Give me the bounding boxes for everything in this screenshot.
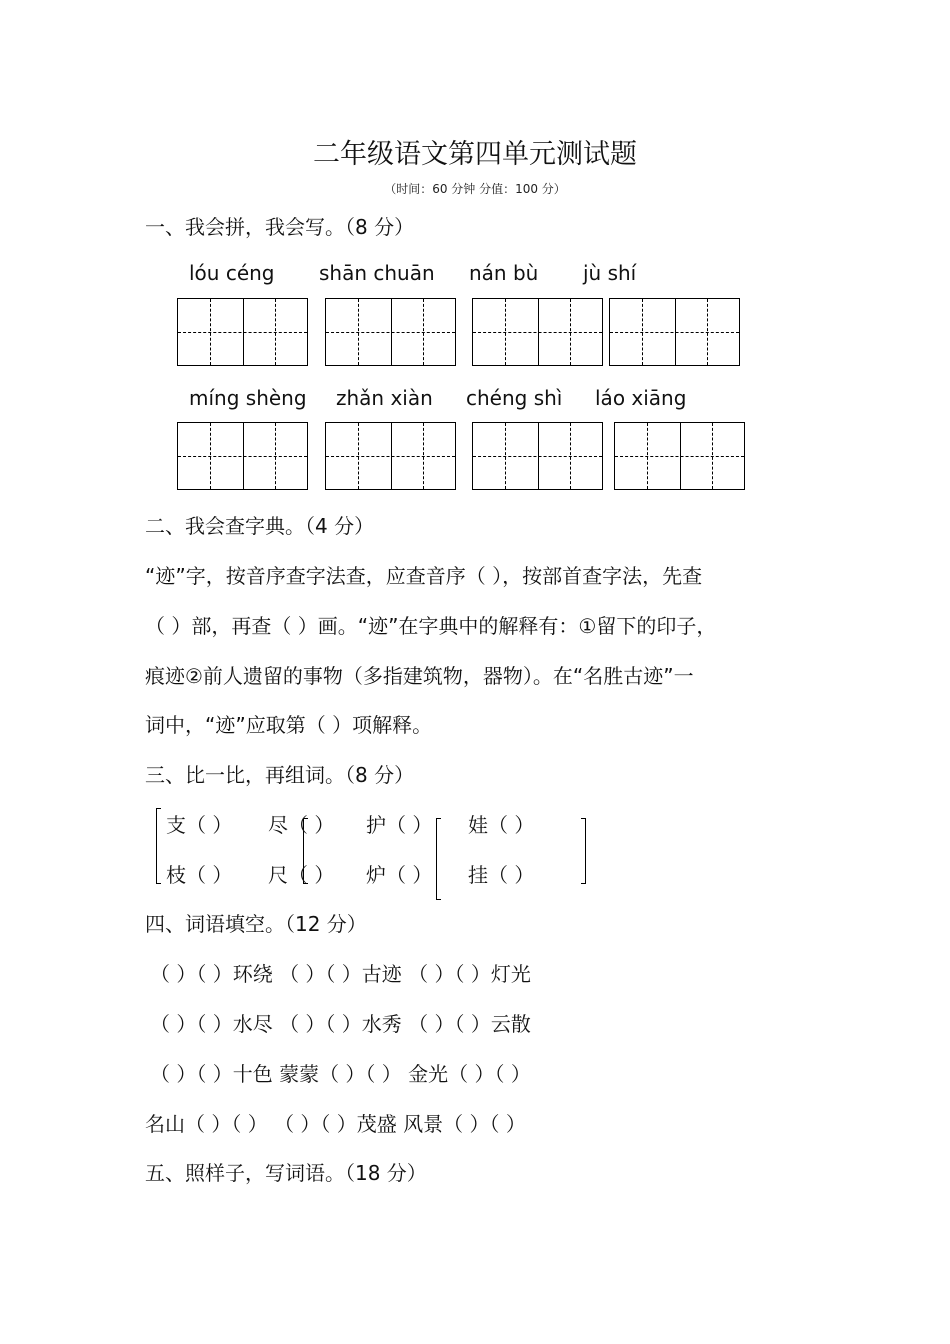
writing-grid[interactable] xyxy=(472,422,603,490)
writing-grid[interactable] xyxy=(325,298,456,366)
section5-heading: 五、照样子，写词语。（18 分） xyxy=(145,1161,427,1185)
compare-item: 挂（ ） xyxy=(468,863,535,887)
compare-item: 尺（ ） xyxy=(268,863,335,887)
fill-line-3: （ ）（ ）十色 蒙蒙（ ）（ ） 金光（ ）（ ） xyxy=(150,1062,531,1086)
fill-line-2: （ ）（ ）水尽 （ ）（ ）水秀 （ ）（ ）云散 xyxy=(150,1012,531,1036)
section1-heading: 一、我会拼，我会写。（8 分） xyxy=(145,215,415,239)
group-bracket xyxy=(436,818,441,900)
pinyin-5: míng shèng xyxy=(189,386,307,410)
pinyin-3: nán bù xyxy=(469,261,539,285)
pinyin-1: lóu céng xyxy=(189,261,275,285)
compare-item: 支（ ） xyxy=(166,813,233,837)
pinyin-4: jù shí xyxy=(583,261,637,285)
compare-item: 炉（ ） xyxy=(366,863,433,887)
writing-grid[interactable] xyxy=(177,422,308,490)
section2-heading: 二、我会查字典。（4 分） xyxy=(145,514,375,538)
fill-line-4: 名山（ ）（ ） （ ）（ ）茂盛 风景（ ）（ ） xyxy=(145,1112,526,1136)
section2-line-1: “迹”字，按音序查字法查，应查音序（ ），按部首查字法，先查 xyxy=(145,564,703,588)
writing-grid[interactable] xyxy=(472,298,603,366)
section2-line-4: 词中，“迹”应取第（ ）项解释。 xyxy=(145,713,433,737)
pinyin-7: chéng shì xyxy=(466,386,563,410)
writing-grid[interactable] xyxy=(177,298,308,366)
compare-item: 护（ ） xyxy=(366,813,433,837)
compare-item: 枝（ ） xyxy=(166,863,233,887)
compare-item: 尽（ ） xyxy=(268,813,335,837)
pinyin-6: zhǎn xiàn xyxy=(336,386,433,410)
writing-grid[interactable] xyxy=(325,422,456,490)
section4-heading: 四、词语填空。（12 分） xyxy=(145,912,367,936)
section3-heading: 三、比一比，再组词。（8 分） xyxy=(145,763,415,787)
writing-grid[interactable] xyxy=(609,298,740,366)
fill-line-1: （ ）（ ）环绕 （ ）（ ）古迹 （ ）（ ）灯光 xyxy=(150,962,531,986)
section2-line-3: 痕迹②前人遗留的事物（多指建筑物，器物）。在“名胜古迹”一 xyxy=(145,664,694,688)
writing-grid[interactable] xyxy=(614,422,745,490)
page-subtitle: （时间：60 分钟 分值：100 分） xyxy=(384,182,566,196)
group-bracket xyxy=(581,818,586,884)
pinyin-8: láo xiāng xyxy=(595,386,687,410)
pinyin-2: shān chuān xyxy=(319,261,435,285)
group-bracket xyxy=(156,808,161,884)
page-title: 二年级语文第四单元测试题 xyxy=(313,139,637,170)
compare-item: 娃（ ） xyxy=(468,813,535,837)
section2-line-2: （ ）部，再查（ ）画。“迹”在字典中的解释有：①留下的印子， xyxy=(145,614,717,638)
